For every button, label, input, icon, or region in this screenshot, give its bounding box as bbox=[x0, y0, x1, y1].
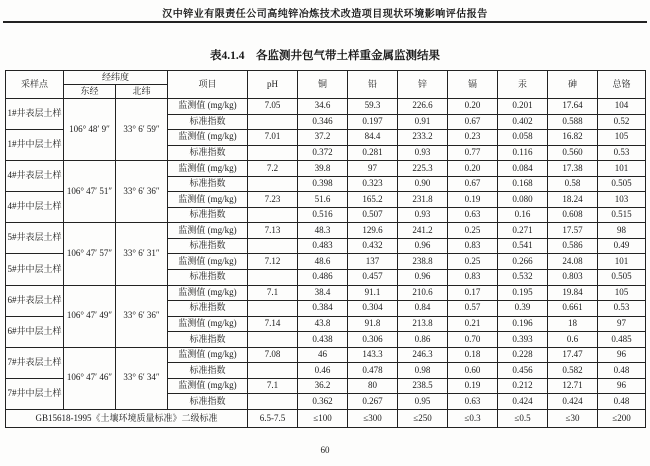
index-cell: 0.398 bbox=[298, 176, 348, 192]
col-header-arsenic: 砷 bbox=[548, 71, 598, 99]
index-cell: 0.507 bbox=[348, 207, 398, 223]
col-header-sample-point: 采样点 bbox=[6, 71, 64, 99]
standard-limit-cell: ≤100 bbox=[298, 410, 348, 428]
ph-index-empty-cell bbox=[248, 114, 298, 130]
value-cell: 0.21 bbox=[448, 316, 498, 332]
index-cell: 0.456 bbox=[498, 363, 548, 379]
index-cell: 0.60 bbox=[448, 363, 498, 379]
index-cell: 0.505 bbox=[598, 176, 646, 192]
value-cell: 38.4 bbox=[298, 285, 348, 301]
col-header-mercury: 汞 bbox=[498, 71, 548, 99]
row-label-measured: 监测值 (mg/kg) bbox=[168, 161, 248, 177]
sample-name-cell: 1#井表层土样 bbox=[6, 99, 64, 130]
index-cell: 0.6 bbox=[548, 332, 598, 348]
value-cell: 233.2 bbox=[398, 130, 448, 146]
row-label-index: 标准指数 bbox=[168, 332, 248, 348]
row-label-index: 标准指数 bbox=[168, 394, 248, 410]
value-cell: 51.6 bbox=[298, 192, 348, 208]
value-cell: 0.058 bbox=[498, 130, 548, 146]
index-cell: 0.46 bbox=[298, 363, 348, 379]
coord-east-cell: 106° 47′ 57″ bbox=[64, 223, 116, 285]
index-cell: 0.168 bbox=[498, 176, 548, 192]
coord-north-cell: 33° 6′ 31″ bbox=[116, 223, 168, 285]
index-cell: 0.96 bbox=[398, 270, 448, 286]
index-cell: 0.58 bbox=[548, 176, 598, 192]
row-label-measured: 监测值 (mg/kg) bbox=[168, 192, 248, 208]
index-cell: 0.84 bbox=[398, 301, 448, 317]
index-cell: 0.90 bbox=[398, 176, 448, 192]
col-header-east: 东经 bbox=[64, 85, 116, 99]
index-cell: 0.560 bbox=[548, 145, 598, 161]
value-cell: 43.8 bbox=[298, 316, 348, 332]
header-rule bbox=[3, 21, 647, 23]
row-label-measured: 监测值 (mg/kg) bbox=[168, 347, 248, 363]
table-header-row-1 bbox=[6, 71, 646, 85]
value-cell: 0.19 bbox=[448, 378, 498, 394]
value-cell: 213.8 bbox=[398, 316, 448, 332]
col-header-item: 项目 bbox=[168, 71, 248, 99]
value-cell: 16.82 bbox=[548, 130, 598, 146]
value-cell: 19.84 bbox=[548, 285, 598, 301]
value-cell: 225.3 bbox=[398, 161, 448, 177]
index-cell: 0.93 bbox=[398, 207, 448, 223]
value-cell: 91.1 bbox=[348, 285, 398, 301]
sample-name-cell: 6#井表层土样 bbox=[6, 285, 64, 316]
value-cell: 0.228 bbox=[498, 347, 548, 363]
ph-index-empty-cell bbox=[248, 363, 298, 379]
index-cell: 0.346 bbox=[298, 114, 348, 130]
standard-limit-cell: ≤250 bbox=[398, 410, 448, 428]
value-cell: 0.17 bbox=[448, 285, 498, 301]
value-cell: 12.71 bbox=[548, 378, 598, 394]
index-cell: 0.803 bbox=[548, 270, 598, 286]
row-label-index: 标准指数 bbox=[168, 301, 248, 317]
index-cell: 0.281 bbox=[348, 145, 398, 161]
index-cell: 0.402 bbox=[498, 114, 548, 130]
value-cell: 17.57 bbox=[548, 223, 598, 239]
value-cell: 97 bbox=[348, 161, 398, 177]
sample-name-cell: 4#井表层土样 bbox=[6, 161, 64, 192]
index-cell: 0.48 bbox=[598, 363, 646, 379]
value-cell: 17.64 bbox=[548, 99, 598, 115]
ph-index-empty-cell bbox=[248, 301, 298, 317]
index-cell: 0.49 bbox=[598, 238, 646, 254]
value-cell: 103 bbox=[598, 192, 646, 208]
index-cell: 0.116 bbox=[498, 145, 548, 161]
standard-limit-cell: ≤200 bbox=[598, 410, 646, 428]
sample-name-cell: 4#井中层土样 bbox=[6, 192, 64, 223]
value-cell: 96 bbox=[598, 347, 646, 363]
value-cell: 18.24 bbox=[548, 192, 598, 208]
index-cell: 0.48 bbox=[598, 394, 646, 410]
col-header-cadmium: 镉 bbox=[448, 71, 498, 99]
row-label-index: 标准指数 bbox=[168, 270, 248, 286]
index-cell: 0.372 bbox=[298, 145, 348, 161]
ph-value-cell: 7.01 bbox=[248, 130, 298, 146]
ph-value-cell: 7.14 bbox=[248, 316, 298, 332]
sample-name-cell: 5#井中层土样 bbox=[6, 254, 64, 285]
index-cell: 0.424 bbox=[498, 394, 548, 410]
row-label-measured: 监测值 (mg/kg) bbox=[168, 254, 248, 270]
value-cell: 80 bbox=[348, 378, 398, 394]
value-cell: 18 bbox=[548, 316, 598, 332]
value-cell: 0.271 bbox=[498, 223, 548, 239]
index-cell: 0.96 bbox=[398, 238, 448, 254]
value-cell: 0.084 bbox=[498, 161, 548, 177]
index-cell: 0.52 bbox=[598, 114, 646, 130]
index-cell: 0.197 bbox=[348, 114, 398, 130]
value-cell: 129.6 bbox=[348, 223, 398, 239]
value-cell: 84.4 bbox=[348, 130, 398, 146]
index-cell: 0.16 bbox=[498, 207, 548, 223]
standard-ph-cell: 6.5-7.5 bbox=[248, 410, 298, 428]
index-cell: 0.39 bbox=[498, 301, 548, 317]
value-cell: 39.8 bbox=[298, 161, 348, 177]
row-label-measured: 监测值 (mg/kg) bbox=[168, 316, 248, 332]
ph-value-cell: 7.12 bbox=[248, 254, 298, 270]
value-cell: 34.6 bbox=[298, 99, 348, 115]
ph-value-cell: 7.13 bbox=[248, 223, 298, 239]
coord-north-cell: 33° 6′ 59″ bbox=[116, 99, 168, 161]
value-cell: 0.23 bbox=[448, 130, 498, 146]
index-cell: 0.98 bbox=[398, 363, 448, 379]
index-cell: 0.588 bbox=[548, 114, 598, 130]
table-title: 表4.1.4 各监测井包气带土样重金属监测结果 bbox=[210, 50, 440, 62]
ph-index-empty-cell bbox=[248, 394, 298, 410]
col-header-lead: 铅 bbox=[348, 71, 398, 99]
value-cell: 0.201 bbox=[498, 99, 548, 115]
standard-limit-cell: ≤0.5 bbox=[498, 410, 548, 428]
value-cell: 101 bbox=[598, 161, 646, 177]
coord-east-cell: 106° 48′ 9″ bbox=[64, 99, 116, 161]
ph-index-empty-cell bbox=[248, 270, 298, 286]
sample-name-cell: 1#井中层土样 bbox=[6, 130, 64, 161]
col-header-ph: pH bbox=[248, 71, 298, 99]
row-label-measured: 监测值 (mg/kg) bbox=[168, 99, 248, 115]
document-header: 汉中锌业有限责任公司高纯锌冶炼技术改造项目现状环境影响评估报告 bbox=[162, 9, 488, 20]
value-cell: 0.18 bbox=[448, 347, 498, 363]
index-cell: 0.582 bbox=[548, 363, 598, 379]
ph-index-empty-cell bbox=[248, 238, 298, 254]
value-cell: 0.20 bbox=[448, 161, 498, 177]
index-cell: 0.83 bbox=[448, 238, 498, 254]
index-cell: 0.438 bbox=[298, 332, 348, 348]
value-cell: 24.08 bbox=[548, 254, 598, 270]
ph-value-cell: 7.08 bbox=[248, 347, 298, 363]
row-label-index: 标准指数 bbox=[168, 145, 248, 161]
index-cell: 0.362 bbox=[298, 394, 348, 410]
index-cell: 0.424 bbox=[548, 394, 598, 410]
value-cell: 98 bbox=[598, 223, 646, 239]
coord-east-cell: 106° 47′ 49″ bbox=[64, 285, 116, 347]
value-cell: 37.2 bbox=[298, 130, 348, 146]
value-cell: 17.38 bbox=[548, 161, 598, 177]
index-cell: 0.485 bbox=[598, 332, 646, 348]
standard-label-cell: GB15618-1995《土壤环境质量标准》二级标准 bbox=[6, 410, 248, 428]
index-cell: 0.67 bbox=[448, 114, 498, 130]
value-cell: 0.212 bbox=[498, 378, 548, 394]
standard-row bbox=[6, 410, 646, 428]
ph-index-empty-cell bbox=[248, 332, 298, 348]
index-cell: 0.67 bbox=[448, 176, 498, 192]
index-cell: 0.457 bbox=[348, 270, 398, 286]
ph-index-empty-cell bbox=[248, 176, 298, 192]
col-header-zinc: 锌 bbox=[398, 71, 448, 99]
value-cell: 165.2 bbox=[348, 192, 398, 208]
value-cell: 143.3 bbox=[348, 347, 398, 363]
standard-limit-cell: ≤30 bbox=[548, 410, 598, 428]
row-label-index: 标准指数 bbox=[168, 207, 248, 223]
row-label-measured: 监测值 (mg/kg) bbox=[168, 223, 248, 239]
col-header-north: 北纬 bbox=[116, 85, 168, 99]
value-cell: 48.3 bbox=[298, 223, 348, 239]
sample-name-cell: 6#井中层土样 bbox=[6, 316, 64, 347]
standard-limit-cell: ≤300 bbox=[348, 410, 398, 428]
value-cell: 104 bbox=[598, 99, 646, 115]
index-cell: 0.304 bbox=[348, 301, 398, 317]
value-cell: 0.25 bbox=[448, 254, 498, 270]
index-cell: 0.483 bbox=[298, 238, 348, 254]
index-cell: 0.57 bbox=[448, 301, 498, 317]
index-cell: 0.306 bbox=[348, 332, 398, 348]
value-cell: 246.3 bbox=[398, 347, 448, 363]
index-cell: 0.516 bbox=[298, 207, 348, 223]
row-label-index: 标准指数 bbox=[168, 176, 248, 192]
index-cell: 0.532 bbox=[498, 270, 548, 286]
index-cell: 0.63 bbox=[448, 394, 498, 410]
value-cell: 46 bbox=[298, 347, 348, 363]
value-cell: 238.8 bbox=[398, 254, 448, 270]
index-cell: 0.95 bbox=[398, 394, 448, 410]
value-cell: 91.8 bbox=[348, 316, 398, 332]
table-row bbox=[6, 347, 646, 363]
index-cell: 0.86 bbox=[398, 332, 448, 348]
table-row bbox=[6, 161, 646, 177]
index-cell: 0.53 bbox=[598, 301, 646, 317]
col-header-copper: 铜 bbox=[298, 71, 348, 99]
monitoring-table bbox=[5, 70, 646, 428]
ph-value-cell: 7.23 bbox=[248, 192, 298, 208]
value-cell: 210.6 bbox=[398, 285, 448, 301]
value-cell: 0.266 bbox=[498, 254, 548, 270]
index-cell: 0.515 bbox=[598, 207, 646, 223]
value-cell: 97 bbox=[598, 316, 646, 332]
sample-name-cell: 7#井表层土样 bbox=[6, 347, 64, 378]
index-cell: 0.77 bbox=[448, 145, 498, 161]
value-cell: 105 bbox=[598, 130, 646, 146]
page-number: 60 bbox=[320, 445, 330, 455]
coord-north-cell: 33° 6′ 36″ bbox=[116, 161, 168, 223]
row-label-index: 标准指数 bbox=[168, 363, 248, 379]
value-cell: 0.19 bbox=[448, 192, 498, 208]
index-cell: 0.70 bbox=[448, 332, 498, 348]
index-cell: 0.93 bbox=[398, 145, 448, 161]
coord-east-cell: 106° 47′ 51″ bbox=[64, 161, 116, 223]
value-cell: 17.47 bbox=[548, 347, 598, 363]
index-cell: 0.586 bbox=[548, 238, 598, 254]
value-cell: 226.6 bbox=[398, 99, 448, 115]
table-row bbox=[6, 285, 646, 301]
ph-value-cell: 7.1 bbox=[248, 285, 298, 301]
row-label-index: 标准指数 bbox=[168, 238, 248, 254]
value-cell: 0.25 bbox=[448, 223, 498, 239]
col-header-total-chromium: 总铬 bbox=[598, 71, 646, 99]
table-row bbox=[6, 99, 646, 115]
ph-value-cell: 7.1 bbox=[248, 378, 298, 394]
index-cell: 0.393 bbox=[498, 332, 548, 348]
value-cell: 36.2 bbox=[298, 378, 348, 394]
col-header-coords: 经纬度 bbox=[64, 71, 168, 85]
ph-value-cell: 7.2 bbox=[248, 161, 298, 177]
index-cell: 0.83 bbox=[448, 270, 498, 286]
value-cell: 0.080 bbox=[498, 192, 548, 208]
coord-north-cell: 33° 6′ 36″ bbox=[116, 285, 168, 347]
value-cell: 96 bbox=[598, 378, 646, 394]
coord-north-cell: 33° 6′ 34″ bbox=[116, 347, 168, 409]
ph-value-cell: 7.05 bbox=[248, 99, 298, 115]
index-cell: 0.486 bbox=[298, 270, 348, 286]
value-cell: 238.5 bbox=[398, 378, 448, 394]
index-cell: 0.661 bbox=[548, 301, 598, 317]
standard-limit-cell: ≤0.3 bbox=[448, 410, 498, 428]
sample-name-cell: 5#井表层土样 bbox=[6, 223, 64, 254]
value-cell: 0.195 bbox=[498, 285, 548, 301]
value-cell: 48.6 bbox=[298, 254, 348, 270]
value-cell: 241.2 bbox=[398, 223, 448, 239]
value-cell: 137 bbox=[348, 254, 398, 270]
value-cell: 59.3 bbox=[348, 99, 398, 115]
index-cell: 0.63 bbox=[448, 207, 498, 223]
index-cell: 0.432 bbox=[348, 238, 398, 254]
index-cell: 0.478 bbox=[348, 363, 398, 379]
row-label-index: 标准指数 bbox=[168, 114, 248, 130]
sample-name-cell: 7#井中层土样 bbox=[6, 378, 64, 409]
row-label-measured: 监测值 (mg/kg) bbox=[168, 378, 248, 394]
row-label-measured: 监测值 (mg/kg) bbox=[168, 130, 248, 146]
index-cell: 0.541 bbox=[498, 238, 548, 254]
index-cell: 0.323 bbox=[348, 176, 398, 192]
index-cell: 0.384 bbox=[298, 301, 348, 317]
value-cell: 231.8 bbox=[398, 192, 448, 208]
row-label-measured: 监测值 (mg/kg) bbox=[168, 285, 248, 301]
table-row bbox=[6, 223, 646, 239]
index-cell: 0.53 bbox=[598, 145, 646, 161]
value-cell: 0.20 bbox=[448, 99, 498, 115]
ph-index-empty-cell bbox=[248, 207, 298, 223]
coord-east-cell: 106° 47′ 46″ bbox=[64, 347, 116, 409]
value-cell: 101 bbox=[598, 254, 646, 270]
index-cell: 0.608 bbox=[548, 207, 598, 223]
index-cell: 0.91 bbox=[398, 114, 448, 130]
value-cell: 105 bbox=[598, 285, 646, 301]
ph-index-empty-cell bbox=[248, 145, 298, 161]
index-cell: 0.505 bbox=[598, 270, 646, 286]
index-cell: 0.267 bbox=[348, 394, 398, 410]
value-cell: 0.196 bbox=[498, 316, 548, 332]
